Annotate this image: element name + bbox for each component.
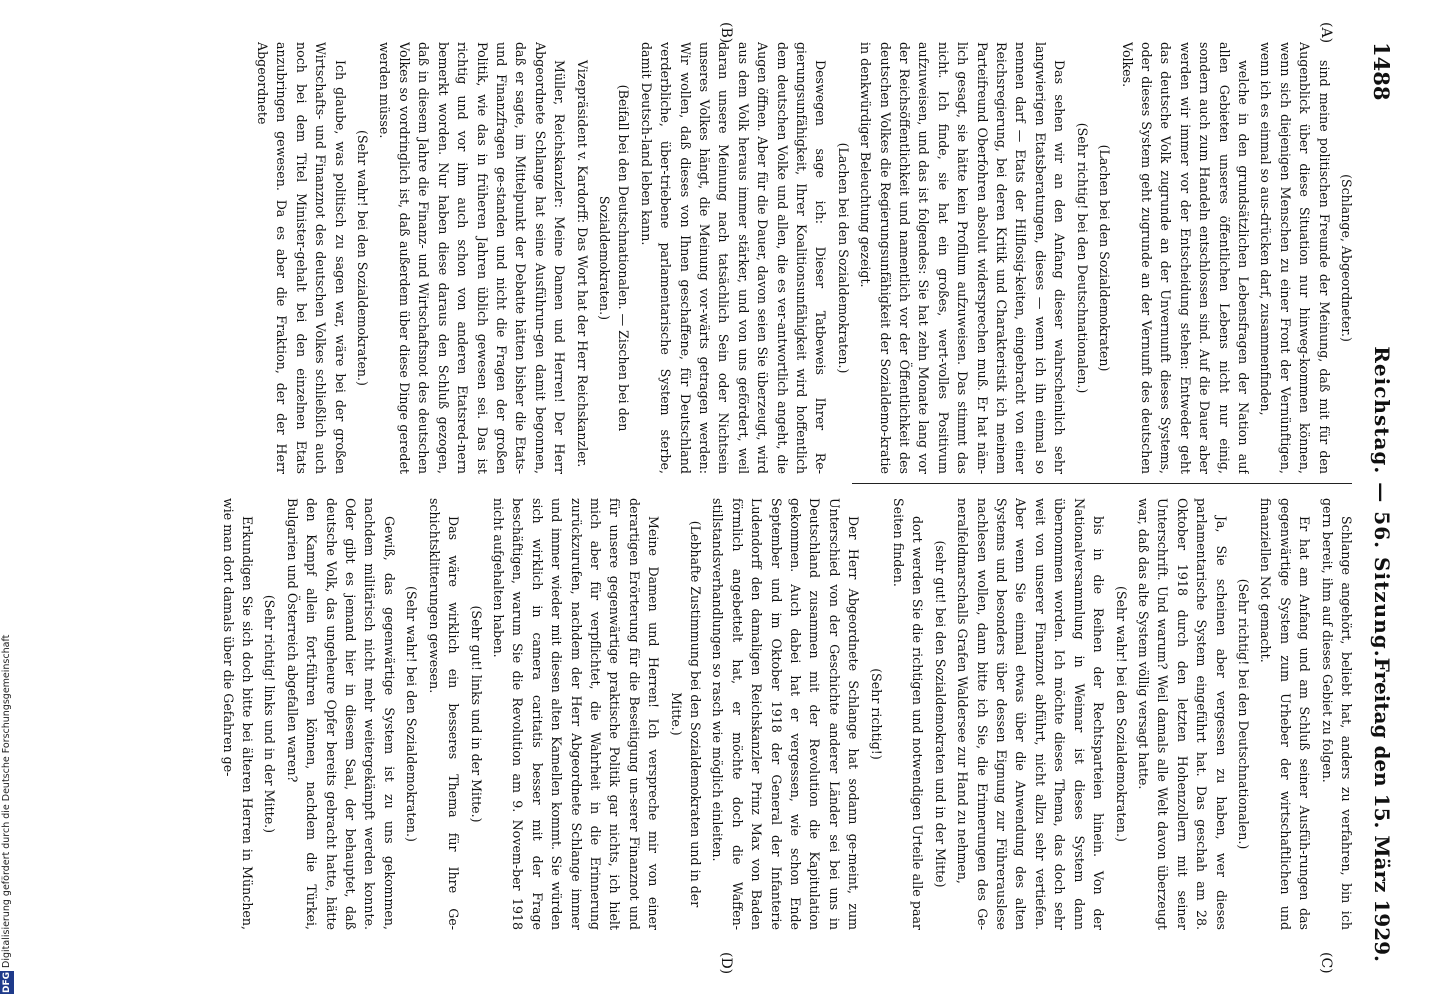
speech-reaction: (Lachen bei den Sozialdemokraten.)	[835, 142, 851, 374]
header-date: Freitag den 15. März 1929.	[1370, 657, 1394, 962]
speech-reaction: (Beifall bei den Deutschnationalen. — Zischen bei den Sozialdemokraten.)	[596, 84, 632, 432]
speech-paragraph: welche in den grundsätzlichen Lebensfragen der Nation auf allen Gebieten unseres öffentlichen Lebens nicht nur einig, sondern auch zum Handeln entschlossen sind. Auf die Dauer aber werden wir immer vor der Entscheidung stehen: Entweder geht das deutsche Volk zugrunde an der Unvernunft dieses Systems, oder dieses System geht zugrunde an der Vernunft des deutschen Volkes.	[1119, 42, 1251, 474]
margin-mark-a: (A)	[1318, 22, 1334, 44]
speech-paragraph: sind meine politischen Freunde der Meinung, daß mit für den Augenblick über diese Situation nur hinweg-kommen können, wenn sich diejenigen Menschen zu einer Front der Vernünftigen, wenn ich es einmal so aus-drücken darf, zusammenfinden,	[1258, 42, 1332, 474]
right-text-column	[56, 498, 1356, 930]
speech-reaction: (Sehr wahr! bei den Sozialdemokraten.)	[1113, 586, 1129, 842]
header-title: Reichstag. — 56. Sitzung.	[1370, 346, 1394, 658]
speech-paragraph: Erkundigen Sie sich doch bitte bei älteren Herren in München, wie man dort damals über die Gefahren ge-	[220, 498, 256, 930]
column-divider	[852, 483, 1352, 484]
speech-paragraph: Ich glaube, was politisch zu sagen war, wäre bei der großen Wirtschafts- und Finanznot des deutschen Volkes schließlich auch noch bei dem Titel Minister-gehalt bei den einzelnen Etats anzubringen gewesen. Da es aber die Fraktion, der der Herr Abgeordnete	[255, 42, 348, 474]
page-number: 1488	[1369, 42, 1394, 101]
speech-paragraph: bis in die Reihen der Rechtsparteien hinein. Von der Nationalversammlung in Weimar ist dieses System dann übernommen worden. Ich möchte dieses Thema, das doch sehr weit von unserer Finanznot abführt, nicht allzu sehr vertiefen. Aber wenn Sie einmal etwas über die Anwendung des alten Systems und besonders über dessen Eignung zur Führerauslese nachlesen wollen, dann bitte ich Sie, die Erinnerungen des Ge-neralfeldmarschalls Grafen Waldersee zur Hand zu nehmen,	[955, 498, 1107, 930]
speech-reaction: (Sehr richtig!)	[868, 668, 884, 760]
speech-reaction: (Sehr gut! links und in der Mitte.)	[468, 605, 484, 823]
dfg-logo: DFG	[2, 971, 12, 993]
speech-reaction: (Sehr richtig! bei den Deutschnationalen.)	[1235, 578, 1251, 850]
speech-paragraph: Müller, Reichskanzler: Meine Damen und Herren! Der Herr Abgeordnete Schlange hat seine Ausführun-gen damit begonnen, daß er sagte, im Mittelpunkt der Debatte hätten bisher die Etats- und Finanzfragen ge-standen und nicht die Fragen der großen Politik, wie das in früheren Jahren üblich gewesen sei. Das ist richtig und vor ihm auch schon von anderen Etatsred-nern bemerkt worden. Nur haben diese daraus den Schluß gezogen, daß in diesem Jahre die Finanz- und Wirtschaftsnot des deutschen Volkes so vordringlich ist, daß außerdem über diese Dinge geredet werden müsse.	[377, 42, 568, 474]
speech-paragraph: Der Herr Abgeordnete Schlange hat sodann ge-meint, zum Unterschied von der Geschichte anderer Länder sei bei uns in Deutschland zusammen mit der Revolution die Kapitulation gekommen. Auch dabei hat er vergessen, wie schon Ende September und im Oktober 1918 der General der Infanterie Ludendorff den damaligen Reichskanzler Prinz Max von Baden förmlich angebettelt hat, er möchte doch die Waffen-stillstandsverhandlungen so rasch wie möglich einleiten.	[710, 498, 862, 930]
speech-reaction: (Sehr richtig! links und in der Mitte.)	[262, 594, 278, 834]
speech-reaction: (Sehr wahr! bei den Sozialdemokraten.)	[404, 586, 420, 842]
speech-reaction: (Sehr wahr! bei den Sozialdemokraten.)	[355, 130, 371, 386]
speech-paragraph: Das wäre wirklich ein besseres Thema für Ihre Ge-schichtsklitterungen gewesen.	[426, 498, 462, 930]
left-text-column	[56, 42, 1356, 474]
speech-reaction: (Sehr richtig! bei den Deutschnationalen.)	[1074, 122, 1090, 394]
speech-paragraph: dort werden Sie die richtigen und notwendigen Urteile alle paar Seiten finden.	[891, 498, 926, 930]
margin-mark-b: (B)	[718, 22, 734, 44]
speech-paragraph: Deswegen sage ich: Dieser Tatbeweis Ihrer Re-gierungsunfähigkeit, Ihrer Koalitionsunfähigkeit wird hoffentlich dem deutschen Volke und allen, die es ver-antwortlich angeht, die Augen öffnen. Aber für die Dauer, davon seien Sie überzeugt, wird aus dem Volk heraus immer stärker, und von uns gefördert, weil daran unsere Meinung nach tatsächlich Sein oder Nichtsein unseres Volkes hängt, die Meinung vor-wärts getragen werden: Wir wollen, daß dieses von Ihnen geschaffene, für Deutschland verderbliche, über-triebene parlamentarische System sterbe, damit Deutsch-land leben kann.	[638, 42, 829, 474]
speech-reaction: (Schlange, Abgeordneter.)	[1339, 174, 1354, 342]
speech-paragraph: Ja, Sie scheinen aber vergessen zu haben, wer dieses parlamentarische System eingeführt hat. Das geschah am 28. Oktober 1918 durch den letzten Hohenzollern mit seiner Unterschrift. Und warum? Weil damals alle Welt davon überzeugt war, daß das alte System völlig versagt hatte.	[1135, 498, 1229, 930]
speech-reaction: (Lachen bei den Sozialdemokraten)	[1097, 144, 1113, 372]
speech-reaction: (Lebhafte Zustimmung bei den Sozialdemokraten und in der Mitte.)	[668, 520, 703, 908]
digitization-credit	[0, 594, 16, 994]
speech-paragraph: Gewiß, das gegenwärtige System ist zu uns gekommen, nachdem militärisch nicht mehr weitergekämpft werden konnte. Oder gibt es jemand hier in diesem Saal, der behauptet, daß deutsche Volk, das ungeheure Opfer bereits gebracht hatte, hätte den Kampf allein fort-führen können, nachdem die Türkei, Bulgarien und Österreich abgefallen waren?	[284, 498, 397, 930]
margin-mark-c: (C)	[1318, 952, 1334, 974]
margin-mark-d: (D)	[718, 952, 734, 975]
credit-text: Digitalisierung gefördert durch die Deutsche Forschungsgemeinschaft	[1, 634, 12, 968]
speech-paragraph: Schlange angehört, beliebt hat, anders zu verfahren, bin ich gern bereit, ihm auf dieses Gebiet zu folgen.	[1319, 498, 1354, 930]
speech-paragraph: Vizepräsident v. Kardorff: Das Wort hat der Herr Reichskanzler.	[574, 60, 590, 468]
speech-paragraph: Meine Damen und Herren! Ich verspreche mir von einer derartigen Erörterung für die Beseitigung un-serer Finanznot und für unsere gegenwärtige praktische Politik gar nichts, ich hielt mich aber für verpflichtet, die Wahrheit in die Erinnerung zurückzurufen, nachdem der Herr Abgeordnete Schlange immer und immer wieder mit diesen alten Kamellen kommt. Sie würden sich wirklich in camera caritatis besser mit der Frage beschäftigen, warum Sie die Revolution am 9. Novem-ber 1918 nicht aufgehalten haben.	[490, 498, 662, 930]
speech-reaction: (sehr gut! bei den Sozialdemokraten und in der Mitte)	[932, 540, 948, 888]
speech-paragraph: Er hat am Anfang und am Schluß seiner Ausfüh-rungen das gegenwärtige System zum Urheber der wirtschaftlichen und finanziellen Not gemacht.	[1258, 498, 1313, 930]
page-header	[1364, 42, 1394, 962]
speech-paragraph: Das sehen wir an den Anfang dieser wahrscheinlich sehr langwierigen Etatsberatungen, dieses — wenn ich ihn einmal so nennen darf — Etats der Hilflosig-keiten, eingebracht von einer Reichsregierung, bei deren Kritik und Charakteristik ich meinem Parteifreund Oberfohren absolut widersprechen muß. Er hat näm-lich gesagt, sie hätte kein Profilum aufzuweisen. Das stimmt das nicht. Ich finde, sie hat ein großes, wert-volles Positivum aufzuweisen, und das ist folgendes: Sie hat zehn Monate lang vor der Reichsöffentlichkeit und namentlich vor der Öffentlichkeit des deutschen Volkes die Regierungsunfähigkeit der Sozialdemo-kratie in denkwürdiger Beleuchtung gezeigt.	[858, 42, 1068, 474]
